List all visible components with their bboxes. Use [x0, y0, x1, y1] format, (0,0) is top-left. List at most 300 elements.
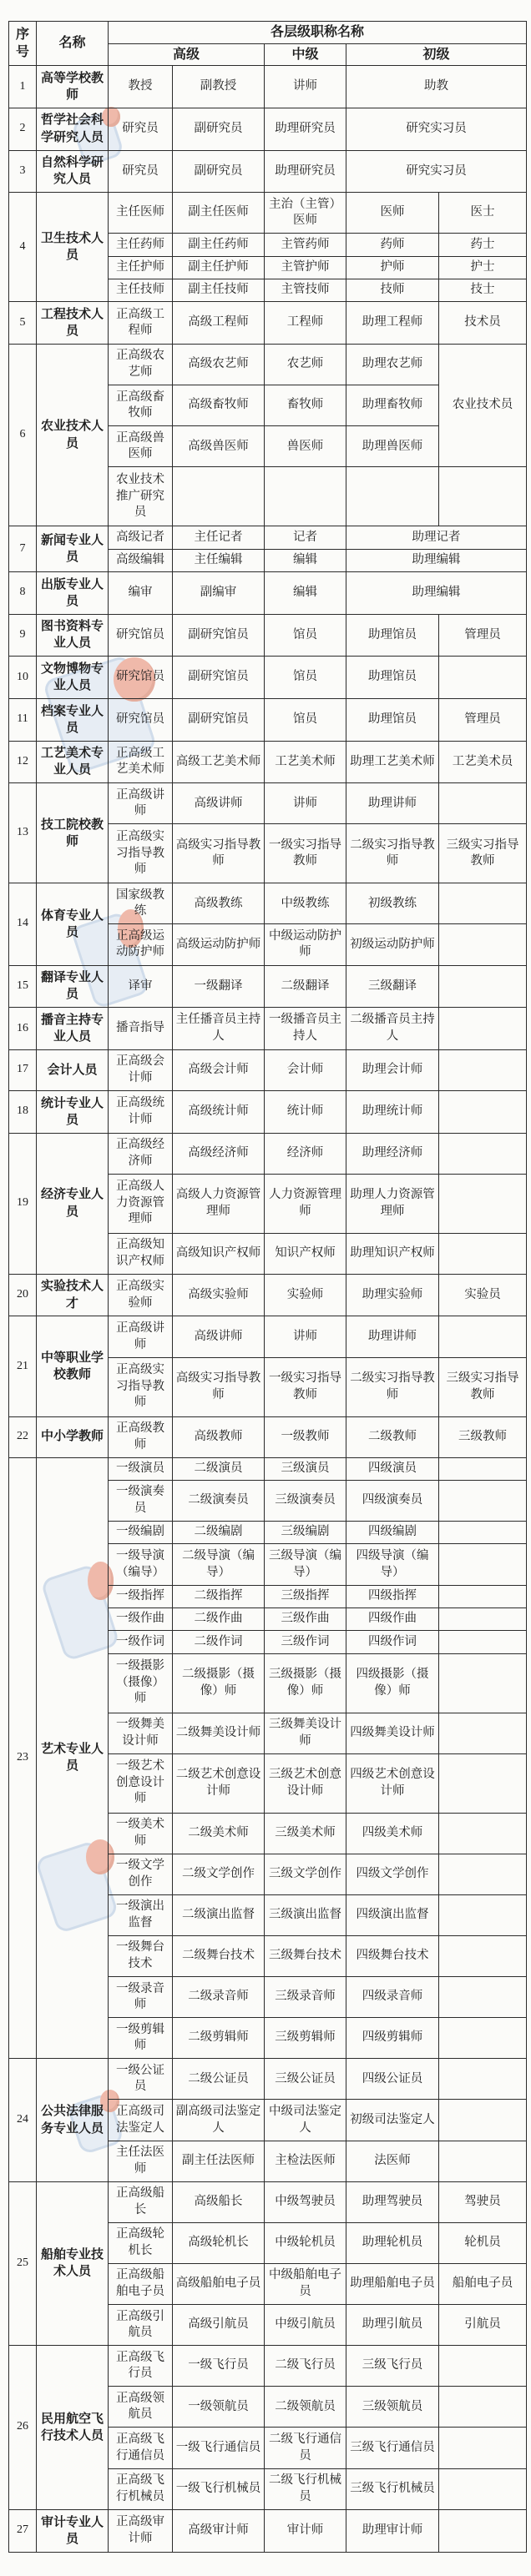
title-cell: 助理馆员 [346, 614, 439, 657]
title-cell: 高级畜牧师 [173, 385, 265, 426]
title-cell: 讲师 [265, 1316, 346, 1357]
table-row [9, 344, 527, 385]
title-cell: 主任法医师 [109, 2141, 173, 2181]
title-cell: 高级运动防护师 [173, 924, 265, 965]
title-cell: 三级公证员 [265, 2059, 346, 2100]
table-row [9, 614, 527, 657]
title-cell: 一级公证员 [109, 2059, 173, 2100]
title-cell: 助理知识产权师 [346, 1233, 439, 1274]
row-index: 20 [9, 1274, 37, 1316]
title-cell [439, 1753, 527, 1813]
table-row [9, 1008, 527, 1050]
title-cell: 一级编剧 [109, 1522, 173, 1544]
category-name: 翻译专业人员 [37, 965, 109, 1008]
title-cell: 高级审计师 [173, 2509, 265, 2552]
title-cell: 助理船舶电子员 [346, 2263, 439, 2304]
title-cell: 正高级船舶电子员 [109, 2263, 173, 2304]
title-cell [439, 2059, 527, 2100]
title-cell: 中级司法鉴定人 [265, 2100, 346, 2141]
title-cell: 正高级司法鉴定人 [109, 2100, 173, 2141]
title-cell: 馆员 [265, 698, 346, 741]
title-cell: 教授 [109, 66, 173, 108]
title-cell: 技士 [439, 279, 527, 301]
title-cell [265, 467, 346, 526]
title-cell [439, 1631, 527, 1653]
title-cell: 四级剪辑师 [346, 2018, 439, 2059]
title-cell: 正高级农艺师 [109, 344, 173, 385]
title-cell: 一级演员 [109, 1457, 173, 1480]
title-cell: 兽医师 [265, 426, 346, 467]
title-cell: 三级指挥 [265, 1585, 346, 1607]
row-index: 13 [9, 783, 37, 883]
title-cell: 助理轮机员 [346, 2222, 439, 2263]
title-cell: 助理统计师 [346, 1090, 439, 1133]
title-cell: 四级摄影（摄像）师 [346, 1653, 439, 1713]
title-cell: 助教 [346, 66, 527, 108]
title-cell: 一级翻译 [173, 965, 265, 1008]
title-cell: 三级录音师 [265, 1977, 346, 2018]
title-cell: 实验员 [439, 1274, 527, 1316]
title-cell: 一级飞行员 [173, 2346, 265, 2387]
category-name: 播音主持专业人员 [37, 1008, 109, 1050]
row-index: 2 [9, 108, 37, 150]
title-cell: 护师 [346, 256, 439, 279]
title-cell: 工艺美术师 [265, 741, 346, 783]
title-cell: 副研究员 [173, 108, 265, 150]
title-cell: 副主任护师 [173, 256, 265, 279]
title-cell: 初级教练 [346, 883, 439, 924]
title-cell: 主管药师 [265, 234, 346, 256]
title-cell: 一级教师 [265, 1416, 346, 1457]
row-index: 23 [9, 1457, 37, 2059]
title-cell: 研究实习员 [346, 150, 527, 193]
category-name: 工程技术人员 [37, 302, 109, 345]
title-cell: 四级演出监督 [346, 1894, 439, 1935]
title-cell: 正高级轮机长 [109, 2222, 173, 2263]
title-cell: 副研究馆员 [173, 614, 265, 657]
title-cell: 高级农艺师 [173, 344, 265, 385]
title-cell: 一级美术师 [109, 1813, 173, 1854]
table-body [9, 66, 527, 2553]
title-cell: 三级摄影（摄像）师 [265, 1653, 346, 1713]
title-cell: 助理经济师 [346, 1133, 439, 1174]
category-name: 实验技术人才 [37, 1274, 109, 1316]
title-cell: 经济师 [265, 1133, 346, 1174]
title-cell: 四级舞美设计师 [346, 1713, 439, 1753]
title-cell: 助理记者 [346, 526, 527, 549]
title-cell: 研究实习员 [346, 108, 527, 150]
title-cell: 助理驾驶员 [346, 2181, 439, 2222]
table-row [9, 741, 527, 783]
title-cell: 二级播音员主持人 [346, 1008, 439, 1050]
title-cell: 助理会计师 [346, 1049, 439, 1090]
title-cell: 高级实习指导教师 [173, 1357, 265, 1416]
title-cell: 四级指挥 [346, 1585, 439, 1607]
title-cell: 助理研究员 [265, 108, 346, 150]
title-cell: 主检法医师 [265, 2141, 346, 2181]
title-cell: 正高级工程师 [109, 302, 173, 345]
category-name: 出版专业人员 [37, 571, 109, 614]
title-cell: 研究员 [109, 108, 173, 150]
title-cell: 中级船舶电子员 [265, 2263, 346, 2304]
row-index: 5 [9, 302, 37, 345]
title-cell: 助理农艺师 [346, 344, 439, 385]
title-cell [173, 467, 265, 526]
title-cell [439, 1935, 527, 1976]
title-cell: 知识产权师 [265, 1233, 346, 1274]
row-index: 21 [9, 1316, 37, 1416]
title-cell [439, 2428, 527, 2468]
table-row [9, 1090, 527, 1133]
title-cell: 高级兽医师 [173, 426, 265, 467]
title-cell: 三级飞行机械员 [346, 2468, 439, 2509]
title-cell: 药师 [346, 234, 439, 256]
title-cell: 研究馆员 [109, 657, 173, 699]
title-cell: 农业技术推广研究员 [109, 467, 173, 526]
header-name: 名称 [37, 22, 109, 66]
title-cell: 副主任技师 [173, 279, 265, 301]
title-cell: 高级实验师 [173, 1274, 265, 1316]
title-cell: 二级摄影（摄像）师 [173, 1653, 265, 1713]
title-cell: 研究员 [109, 150, 173, 193]
title-cell: 二级飞行机械员 [265, 2468, 346, 2509]
category-name: 审计专业人员 [37, 2509, 109, 2552]
table-row [9, 1416, 527, 1457]
title-cell: 农艺师 [265, 344, 346, 385]
title-cell: 主管技师 [265, 279, 346, 301]
title-cell [439, 1813, 527, 1854]
table-row [9, 1316, 527, 1357]
title-cell: 二级教师 [346, 1416, 439, 1457]
title-cell: 高级会计师 [173, 1049, 265, 1090]
title-cell: 三级作曲 [265, 1607, 346, 1630]
category-name: 艺术专业人员 [37, 1457, 109, 2059]
title-cell: 正高级实验师 [109, 1274, 173, 1316]
row-index: 27 [9, 2509, 37, 2552]
category-name: 中等职业学校教师 [37, 1316, 109, 1416]
title-cell: 助理研究员 [265, 150, 346, 193]
title-cell: 助理讲师 [346, 1316, 439, 1357]
row-index: 6 [9, 344, 37, 526]
category-name: 技工院校教师 [37, 783, 109, 883]
document-sheet [8, 21, 531, 2553]
title-cell: 正高级审计师 [109, 2509, 173, 2552]
title-cell: 高级编辑 [109, 549, 173, 571]
title-cell: 主任播音员主持人 [173, 1008, 265, 1050]
title-cell: 二级公证员 [173, 2059, 265, 2100]
header-row-1 [9, 22, 527, 44]
table-row [9, 883, 527, 924]
title-cell: 一级飞行通信员 [173, 2428, 265, 2468]
title-cell: 中级轮机员 [265, 2222, 346, 2263]
title-cell: 一级实习指导教师 [265, 1357, 346, 1416]
title-cell: 二级演出监督 [173, 1894, 265, 1935]
title-cell: 译审 [109, 965, 173, 1008]
title-cell: 正高级运动防护师 [109, 924, 173, 965]
title-cell: 中级运动防护师 [265, 924, 346, 965]
title-cell: 三级实习指导教师 [439, 1357, 527, 1416]
title-cell: 管理员 [439, 698, 527, 741]
title-cell: 助理人力资源管理师 [346, 1174, 439, 1233]
title-cell: 三级教师 [439, 1416, 527, 1457]
title-cell: 二级演奏员 [173, 1480, 265, 1521]
title-cell: 二级美术师 [173, 1813, 265, 1854]
header-index: 序号 [9, 22, 37, 66]
title-cell [439, 1008, 527, 1050]
row-index: 9 [9, 614, 37, 657]
title-cell [439, 1544, 527, 1585]
row-index: 16 [9, 1008, 37, 1050]
title-cell [439, 1977, 527, 2018]
title-cell: 轮机员 [439, 2222, 527, 2263]
title-cell: 助理编辑 [346, 571, 527, 614]
title-cell: 审计师 [265, 2509, 346, 2552]
row-index: 3 [9, 150, 37, 193]
title-cell [439, 1894, 527, 1935]
title-cell: 正高级领航员 [109, 2387, 173, 2428]
title-cell: 引航员 [439, 2305, 527, 2346]
title-cell: 主任记者 [173, 526, 265, 549]
title-cell: 四级公证员 [346, 2059, 439, 2100]
title-cell: 高级船长 [173, 2181, 265, 2222]
title-cell: 二级作曲 [173, 1607, 265, 1630]
title-cell: 助理馆员 [346, 698, 439, 741]
category-name: 图书资料专业人员 [37, 614, 109, 657]
title-cell: 正高级兽医师 [109, 426, 173, 467]
title-cell [439, 1090, 527, 1133]
title-cell: 三级舞台技术 [265, 1935, 346, 1976]
title-cell: 二级剪辑师 [173, 2018, 265, 2059]
title-cell: 二级艺术创意设计师 [173, 1753, 265, 1813]
title-cell: 一级舞美设计师 [109, 1713, 173, 1753]
category-name: 工艺美术专业人员 [37, 741, 109, 783]
title-cell: 一级舞台技术 [109, 1935, 173, 1976]
title-cell [439, 883, 527, 924]
title-cell [439, 2141, 527, 2181]
title-cell: 统计师 [265, 1090, 346, 1133]
title-cell: 四级演员 [346, 1457, 439, 1480]
title-cell: 助理编辑 [346, 549, 527, 571]
title-cell [439, 1713, 527, 1753]
title-cell: 高级教练 [173, 883, 265, 924]
title-cell [439, 1854, 527, 1894]
title-cell: 一级播音员主持人 [265, 1008, 346, 1050]
title-cell [439, 1174, 527, 1233]
title-cell [439, 924, 527, 965]
row-index: 1 [9, 66, 37, 108]
title-cell: 助理畜牧师 [346, 385, 439, 426]
title-cell: 高级经济师 [173, 1133, 265, 1174]
title-cell: 助理审计师 [346, 2509, 439, 2552]
title-cell: 一级实习指导教师 [265, 824, 346, 883]
title-cell [439, 1133, 527, 1174]
table-row [9, 2346, 527, 2387]
row-index: 15 [9, 965, 37, 1008]
title-cell: 高级讲师 [173, 783, 265, 824]
title-cell: 副主任药师 [173, 234, 265, 256]
category-name: 高等学校教师 [37, 66, 109, 108]
title-cell: 医师 [346, 193, 439, 234]
title-cell: 法医师 [346, 2141, 439, 2181]
title-cell: 副主任法医师 [173, 2141, 265, 2181]
row-index: 19 [9, 1133, 37, 1274]
title-cell: 编辑 [265, 571, 346, 614]
title-cell [439, 1233, 527, 1274]
title-cell: 三级翻译 [346, 965, 439, 1008]
title-cell: 记者 [265, 526, 346, 549]
title-cell: 三级美术师 [265, 1813, 346, 1854]
table-row [9, 1049, 527, 1090]
title-cell: 三级作词 [265, 1631, 346, 1653]
title-cell: 研究馆员 [109, 614, 173, 657]
title-cell: 主管护师 [265, 256, 346, 279]
title-cell: 助理实验师 [346, 1274, 439, 1316]
title-cell: 主任医师 [109, 193, 173, 234]
title-cell: 馆员 [265, 614, 346, 657]
title-cell: 播音指导 [109, 1008, 173, 1050]
title-cell: 高级引航员 [173, 2305, 265, 2346]
title-cell: 高级工程师 [173, 302, 265, 345]
category-name: 会计人员 [37, 1049, 109, 1090]
title-cell: 药士 [439, 234, 527, 256]
header-middle: 中级 [265, 43, 346, 66]
title-cell: 四级文学创作 [346, 1854, 439, 1894]
title-cell: 二级演员 [173, 1457, 265, 1480]
title-cell [439, 2468, 527, 2509]
title-cell: 副研究馆员 [173, 698, 265, 741]
title-cell: 一级艺术创意设计师 [109, 1753, 173, 1813]
title-cell: 高级知识产权师 [173, 1233, 265, 1274]
title-cell: 四级艺术创意设计师 [346, 1753, 439, 1813]
row-index: 26 [9, 2346, 37, 2510]
title-cell: 一级演奏员 [109, 1480, 173, 1521]
header-senior: 高级 [109, 43, 265, 66]
title-cell [439, 1316, 527, 1357]
title-cell: 四级编剧 [346, 1522, 439, 1544]
title-cell: 畜牧师 [265, 385, 346, 426]
table-row [9, 1457, 527, 1480]
title-cell: 正高级飞行员 [109, 2346, 173, 2387]
title-cell: 三级导演（编导） [265, 1544, 346, 1585]
title-cell: 二级飞行员 [265, 2346, 346, 2387]
title-cell: 一级剪辑师 [109, 2018, 173, 2059]
category-name: 文物博物专业人员 [37, 657, 109, 699]
table-row [9, 698, 527, 741]
title-cell: 主任编辑 [173, 549, 265, 571]
title-cell: 主任药师 [109, 234, 173, 256]
title-cell: 二级导演（编导） [173, 1544, 265, 1585]
title-cell: 正高级畜牧师 [109, 385, 173, 426]
row-index: 24 [9, 2059, 37, 2181]
title-cell: 三级演员 [265, 1457, 346, 1480]
category-name: 哲学社会科学研究人员 [37, 108, 109, 150]
title-cell: 二级领航员 [265, 2387, 346, 2428]
title-cell: 一级文学创作 [109, 1854, 173, 1894]
title-cell: 工艺美术员 [439, 741, 527, 783]
title-cell: 主治（主管）医师 [265, 193, 346, 234]
category-name: 船舶专业技术人员 [37, 2181, 109, 2346]
title-cell: 二级翻译 [265, 965, 346, 1008]
title-cell: 高级轮机长 [173, 2222, 265, 2263]
title-cell: 初级司法鉴定人 [346, 2100, 439, 2141]
row-index: 22 [9, 1416, 37, 1457]
title-cell: 二级实习指导教师 [346, 1357, 439, 1416]
title-cell: 正高级知识产权师 [109, 1233, 173, 1274]
table-row [9, 108, 527, 150]
title-cell: 四级舞台技术 [346, 1935, 439, 1976]
title-cell: 主任技师 [109, 279, 173, 301]
category-name: 档案专业人员 [37, 698, 109, 741]
title-cell: 实验师 [265, 1274, 346, 1316]
title-cell [346, 467, 439, 526]
title-cell [439, 1653, 527, 1713]
title-cell: 三级编剧 [265, 1522, 346, 1544]
category-name: 统计专业人员 [37, 1090, 109, 1133]
row-index: 4 [9, 193, 37, 302]
title-cell: 助理工艺美术师 [346, 741, 439, 783]
title-cell: 正高级飞行通信员 [109, 2428, 173, 2468]
title-cell: 技师 [346, 279, 439, 301]
title-cell: 正高级讲师 [109, 783, 173, 824]
title-cell: 工程师 [265, 302, 346, 345]
category-name: 农业技术人员 [37, 344, 109, 526]
title-cell: 高级讲师 [173, 1316, 265, 1357]
title-cell: 技术员 [439, 302, 527, 345]
title-cell: 助理讲师 [346, 783, 439, 824]
title-cell: 助理引航员 [346, 2305, 439, 2346]
row-index: 12 [9, 741, 37, 783]
title-cell: 二级飞行通信员 [265, 2428, 346, 2468]
title-cell [439, 1457, 527, 1480]
title-cell: 一级演出监督 [109, 1894, 173, 1935]
row-index: 14 [9, 883, 37, 965]
table-row [9, 150, 527, 193]
title-cell: 正高级船长 [109, 2181, 173, 2222]
title-cell: 助理工程师 [346, 302, 439, 345]
title-cell: 四级作词 [346, 1631, 439, 1653]
row-index: 11 [9, 698, 37, 741]
category-name: 自然科学研究人员 [37, 150, 109, 193]
title-cell: 三级演奏员 [265, 1480, 346, 1521]
title-cell: 会计师 [265, 1049, 346, 1090]
title-cell [439, 1480, 527, 1521]
title-cell: 研究馆员 [109, 698, 173, 741]
title-cell: 副教授 [173, 66, 265, 108]
row-index: 17 [9, 1049, 37, 1090]
title-cell: 四级导演（编导） [346, 1544, 439, 1585]
title-cell: 四级美术师 [346, 1813, 439, 1854]
row-index: 25 [9, 2181, 37, 2346]
table-row [9, 965, 527, 1008]
title-cell: 讲师 [265, 66, 346, 108]
title-cell: 国家级教练 [109, 883, 173, 924]
title-cell: 副研究员 [173, 150, 265, 193]
category-name: 中小学教师 [37, 1416, 109, 1457]
title-cell [439, 783, 527, 824]
category-name: 经济专业人员 [37, 1133, 109, 1274]
title-cell [439, 965, 527, 1008]
title-cell [439, 2387, 527, 2428]
title-cell [439, 1522, 527, 1544]
row-index: 18 [9, 1090, 37, 1133]
table-row [9, 571, 527, 614]
title-cell: 高级记者 [109, 526, 173, 549]
title-cell [439, 2100, 527, 2141]
title-cell: 船舶电子员 [439, 2263, 527, 2304]
table-row [9, 66, 527, 108]
title-cell: 三级飞行通信员 [346, 2428, 439, 2468]
title-cell: 三级实习指导教师 [439, 824, 527, 883]
